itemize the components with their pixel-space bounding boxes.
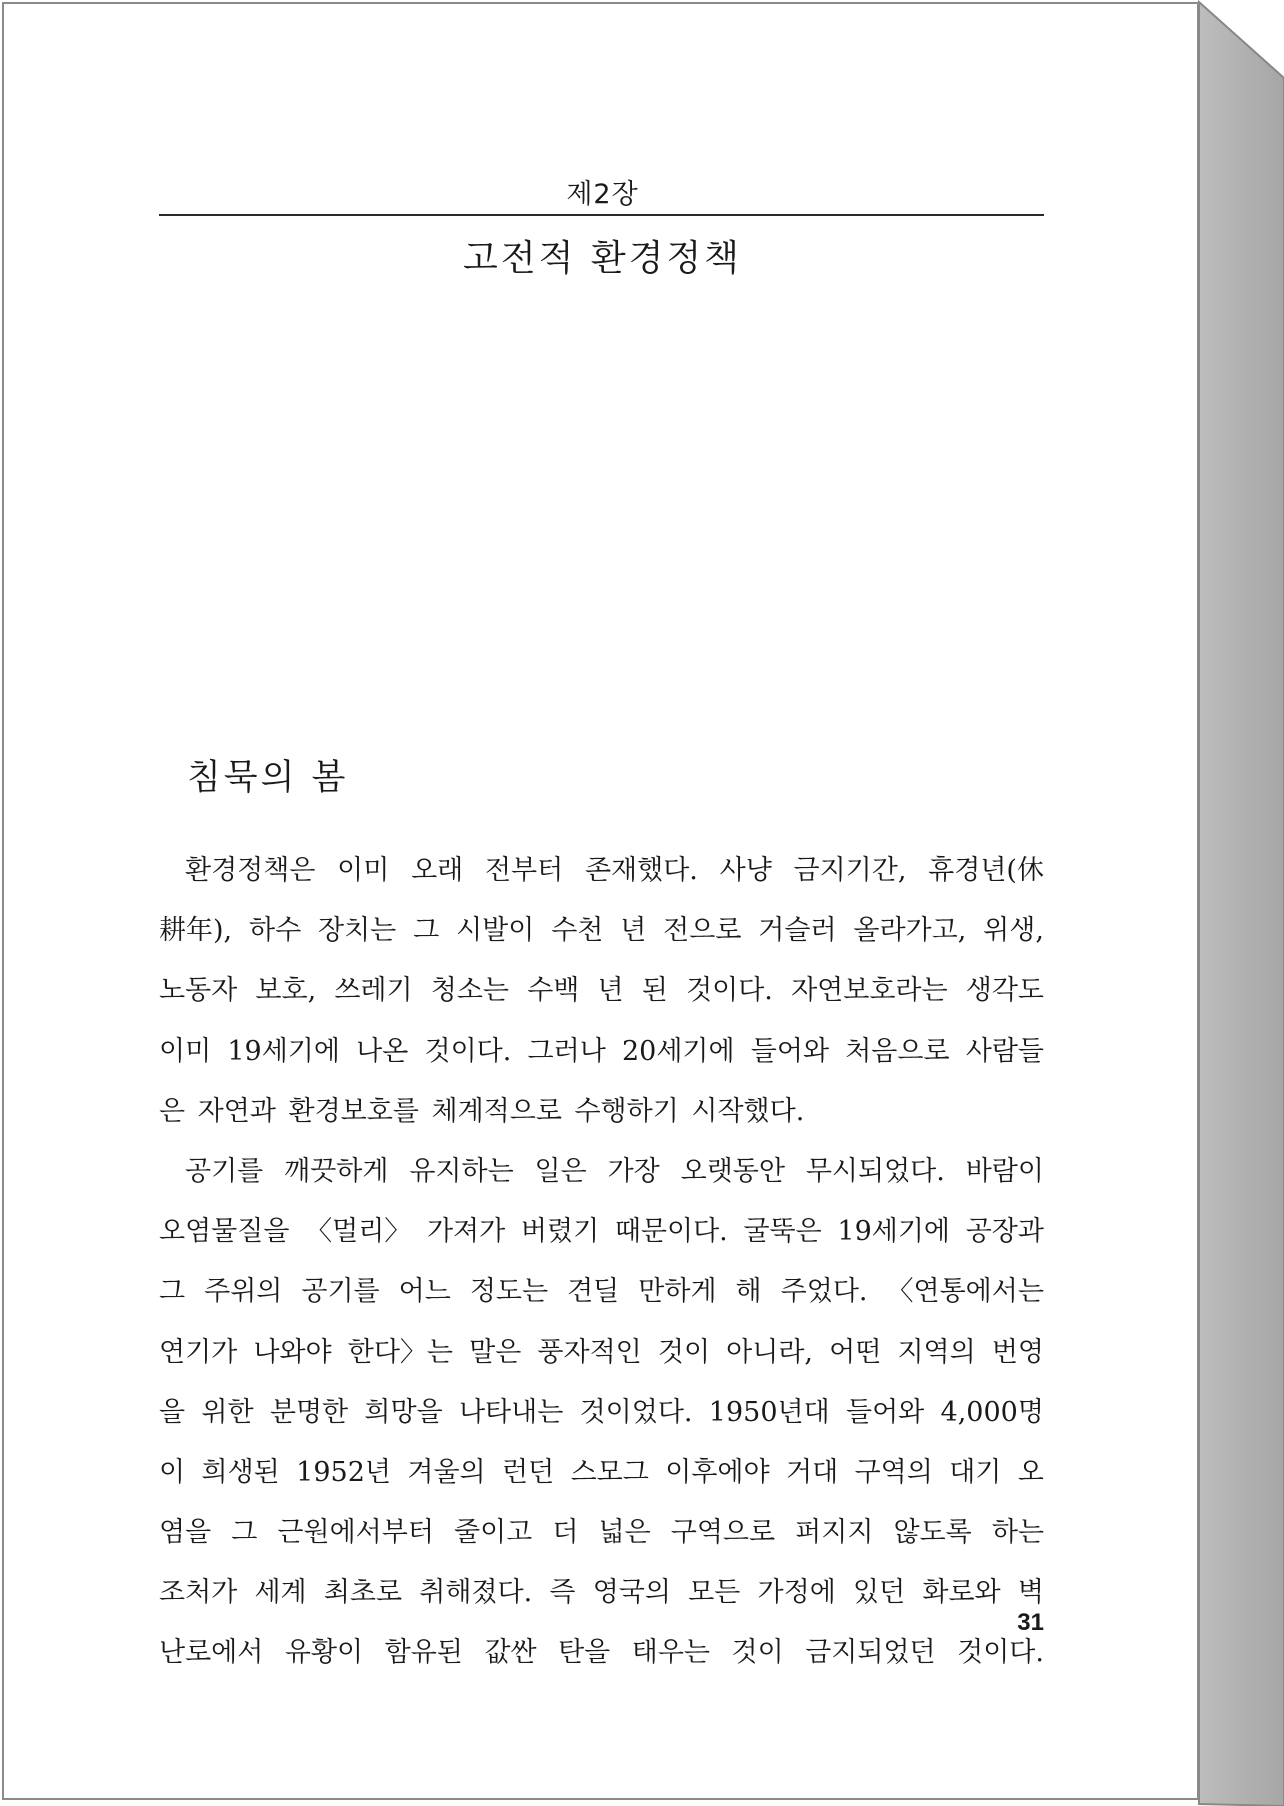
text-line: 환경정책은 이미 오래 전부터 존재했다. 사냥 금지기간, 휴경년(休: [185, 855, 1044, 886]
chapter-label: 제2장: [566, 179, 639, 210]
text-line: 공기를 깨끗하게 유지하는 일은 가장 오랫동안 무시되었다. 바람이: [185, 1155, 1044, 1187]
chapter-title: 고전적 환경정책: [463, 238, 742, 279]
text-line: 난로에서 유황이 함유된 값싼 탄을 태우는 것이 금지되었던 것이다.: [159, 1637, 1044, 1669]
paragraph-1: [159, 841, 1044, 1142]
book-page: [2, 2, 1199, 1800]
page-number: 31: [1017, 1609, 1044, 1636]
text-line: 그 주위의 공기를 어느 정도는 견딜 만하게 해 주었다. 〈연통에서는: [159, 1276, 1044, 1308]
body-text: [159, 841, 1044, 1684]
paragraph-2: [159, 1142, 1044, 1684]
text-line: 염을 그 근원에서부터 줄이고 더 넓은 구역으로 퍼지지 않도록 하는: [159, 1517, 1044, 1549]
text-line: 연기가 나와야 한다〉는 말은 풍자적인 것이 아니라, 어떤 지역의 번영: [159, 1336, 1044, 1368]
text-line: 耕年), 하수 장치는 그 시발이 수천 년 전으로 거슬러 올라가고, 위생,: [159, 915, 1044, 947]
text-line: 오염물질을 〈멀리〉 가져가 버렸기 때문이다. 굴뚝은 19세기에 공장과: [159, 1216, 1044, 1248]
text-line: 노동자 보호, 쓰레기 청소는 수백 년 된 것이다. 자연보호라는 생각도: [159, 975, 1044, 1007]
header-rule: [159, 214, 1044, 216]
section-heading: 침묵의 봄: [187, 758, 349, 798]
text-line: 을 위한 분명한 희망을 나타내는 것이었다. 1950년대 들어와 4,000명: [159, 1396, 1044, 1428]
text-line: 조처가 세계 최초로 취해졌다. 즉 영국의 모든 가정에 있던 화로와 벽: [159, 1577, 1044, 1609]
text-line: 이 희생된 1952년 겨울의 런던 스모그 이후에야 거대 구역의 대기 오: [159, 1456, 1044, 1488]
text-line: 이미 19세기에 나온 것이다. 그러나 20세기에 들어와 처음으로 사람들: [159, 1035, 1044, 1067]
text-line: 은 자연과 환경보호를 체계적으로 수행하기 시작했다.: [159, 1095, 805, 1127]
